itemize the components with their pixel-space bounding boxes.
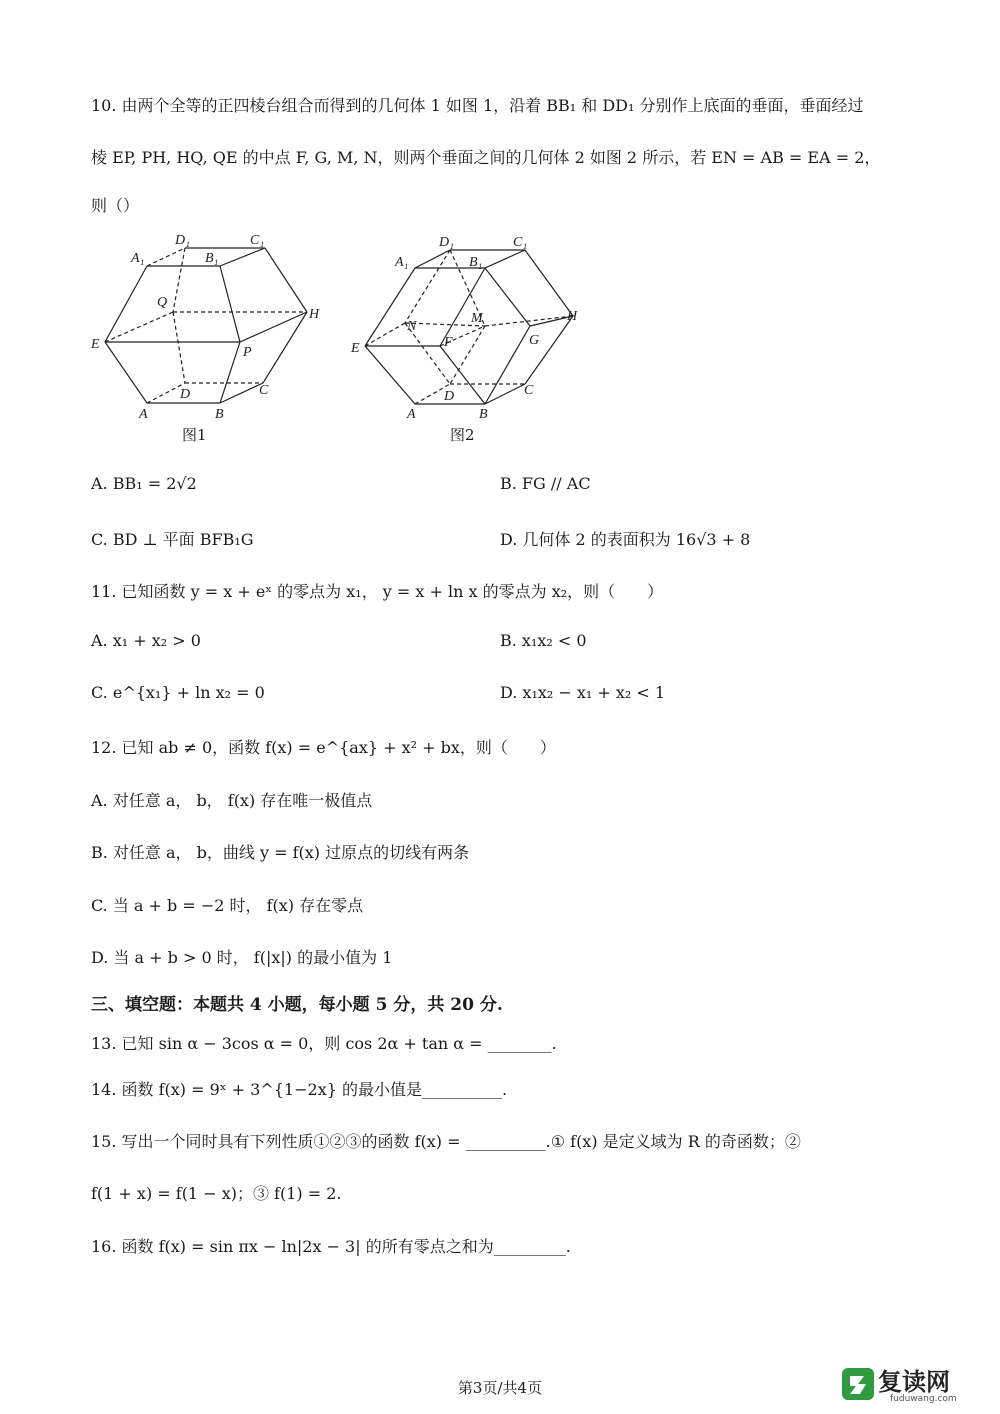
q11-option-c: C. e^{x₁} + ln x₂ = 0 [91, 683, 265, 702]
q16: 16. 函数 f(x) = sin πx − ln|2x − 3| 的所有零点之和为_________. [91, 1237, 571, 1256]
q13: 13. 已知 sin α − 3cos α = 0，则 cos 2α + tan α = ________. [91, 1034, 557, 1053]
fig2-label-a1: A₁ [395, 255, 409, 270]
fig1-label-q: Q [157, 295, 168, 310]
fig2-label-m: M [471, 311, 483, 326]
q10-line1: 10. 由两个全等的正四棱台组合而得到的几何体 1 如图 1，沿着 BB₁ 和 DD₁ 分别作上底面的垂面，垂面经过 [91, 96, 864, 115]
fig2-label-c1: C₁ [513, 235, 528, 250]
fig2-label-c: C [524, 383, 534, 398]
figure-2 [345, 228, 595, 428]
fig1-label-e: E [91, 337, 100, 352]
q12-option-c: C. 当 a + b = −2 时， f(x) 存在零点 [91, 896, 364, 915]
fig2-label-a: A [407, 407, 416, 422]
section-3-heading: 三、填空题：本题共 4 小题，每小题 5 分，共 20 分. [91, 995, 503, 1015]
fig1-label-c: C [259, 383, 269, 398]
fig2-label-e: E [351, 341, 360, 356]
q12-stem: 12. 已知 ab ≠ 0，函数 f(x) = e^{ax} + x² + bx，则（ ） [91, 738, 556, 757]
fig2-label-g: G [529, 333, 540, 348]
fig2-label-n: N [407, 319, 417, 334]
logo-icon [840, 1366, 876, 1402]
fig2-label-b: B [479, 407, 488, 422]
q15-line1: 15. 写出一个同时具有下列性质①②③的函数 f(x) = __________.① f(x) 是定义域为 R 的奇函数；② [91, 1132, 801, 1151]
fig1-caption: 图1 [182, 426, 207, 444]
fig2-label-b1: B₁ [469, 255, 483, 270]
figure-1 [85, 228, 335, 428]
fig1-label-c1: C₁ [250, 233, 265, 248]
fig2-label-d: D [444, 389, 455, 404]
fig1-label-b1: B₁ [205, 251, 219, 266]
q15-line2: f(1 + x) = f(1 − x)；③ f(1) = 2. [91, 1184, 342, 1203]
q10-option-c: C. BD ⊥ 平面 BFB₁G [91, 530, 254, 549]
fig1-label-d1: D₁ [175, 233, 190, 248]
q10-option-a: A. BB₁ = 2√2 [91, 474, 197, 493]
fig2-label-h: H [567, 309, 578, 324]
fig1-label-h: H [309, 307, 320, 322]
fig1-label-a1: A₁ [131, 251, 145, 266]
fig1-label-d: D [180, 387, 191, 402]
q12-option-a: A. 对任意 a， b， f(x) 存在唯一极值点 [91, 791, 373, 810]
q10-line2: 棱 EP, PH, HQ, QE 的中点 F, G, M, N，则两个垂面之间的几何体 2 如图 2 所示，若 EN = AB = EA = 2， [91, 148, 881, 167]
q12-option-b: B. 对任意 a， b，曲线 y = f(x) 过原点的切线有两条 [91, 843, 470, 862]
fig1-label-a: A [139, 407, 148, 422]
q14: 14. 函数 f(x) = 9ˣ + 3^{1−2x} 的最小值是__________. [91, 1080, 508, 1099]
fig2-label-f: F [444, 335, 453, 350]
q10-option-d: D. 几何体 2 的表面积为 16√3 + 8 [500, 530, 751, 549]
page-number: 第3页/共4页 [457, 1379, 543, 1397]
logo-text: 复读网 [878, 1368, 950, 1396]
q11-stem: 11. 已知函数 y = x + eˣ 的零点为 x₁， y = x + ln x 的零点为 x₂，则（ ） [91, 582, 664, 601]
fig1-label-b: B [215, 407, 224, 422]
q12-option-d: D. 当 a + b > 0 时， f(|x|) 的最小值为 1 [91, 948, 393, 967]
q10-option-b: B. FG // AC [500, 474, 591, 493]
q10-line3: 则（） [91, 196, 140, 215]
fig1-label-p: P [243, 345, 252, 360]
q11-option-b: B. x₁x₂ < 0 [500, 631, 587, 650]
fig2-caption: 图2 [450, 426, 475, 444]
fig2-label-d1: D₁ [439, 235, 454, 250]
q11-option-a: A. x₁ + x₂ > 0 [91, 631, 201, 650]
logo-url: fuduwang.com [890, 1394, 957, 1404]
q11-option-d: D. x₁x₂ − x₁ + x₂ < 1 [500, 683, 666, 702]
site-logo [838, 1360, 998, 1410]
